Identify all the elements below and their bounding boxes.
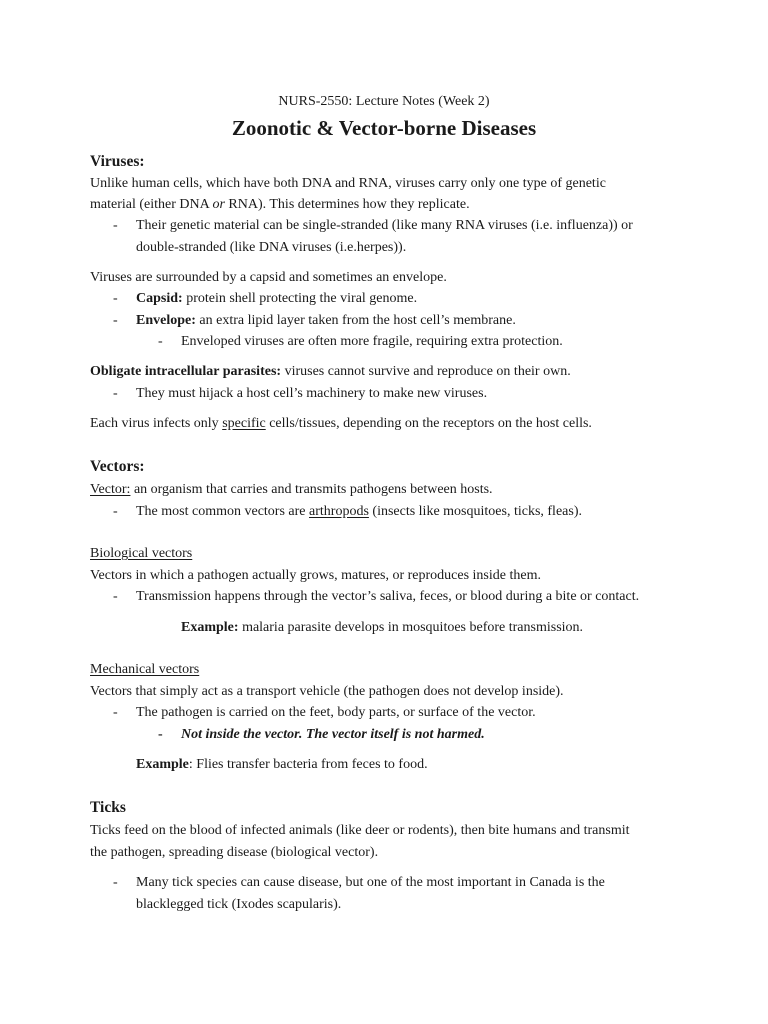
bullet-dash: - (113, 589, 118, 604)
hijack-bullet: They must hijack a host cell’s machinery to make new viruses. (136, 386, 488, 401)
genetic-material-bullet-line-2: double-stranded (like DNA viruses (i.e.herpes)). (136, 240, 407, 255)
transmission-bullet: Transmission happens through the vector’s saliva, feces, or blood during a bite or contact. (136, 589, 640, 604)
mech-example-label: Example (136, 757, 189, 772)
bullet-dash: - (113, 313, 118, 328)
viruses-intro-line-2 (90, 196, 470, 214)
genetic-material-bullet-line-1: Their genetic material can be single-stranded (like many RNA viruses (i.e. influenza)) or (136, 218, 633, 233)
envelope-bullet (136, 312, 516, 330)
vector-def-label: Vector: (90, 482, 131, 497)
bullet-dash: - (113, 705, 118, 720)
capsid-bullet (136, 290, 417, 308)
specific-text-a: Each virus infects only (90, 416, 223, 431)
bullet-dash: - (113, 218, 118, 233)
mech-example-text: : Flies transfer bacteria from feces to food. (188, 757, 428, 772)
not-harmed-sub-bullet: Not inside the vector. The vector itself is not harmed. (181, 727, 485, 742)
specific-underlined: specific (222, 416, 266, 431)
bullet-dash: - (113, 386, 118, 401)
pathogen-carried-bullet: The pathogen is carried on the feet, body parts, or surface of the vector. (136, 705, 536, 720)
capsid-intro: Viruses are surrounded by a capsid and sometimes an envelope. (90, 270, 447, 285)
common-text-a: The most common vectors are (136, 504, 310, 519)
ticks-paragraph-line-1: Ticks feed on the blood of infected animals (like deer or rodents), then bite humans and transmit (90, 823, 630, 838)
ticks-heading: Ticks (90, 799, 126, 816)
sub-bullet-dash: - (158, 727, 163, 742)
course-heading: NURS-2550: Lecture Notes (Week 2) (278, 94, 490, 109)
sub-bullet-dash: - (158, 334, 163, 349)
viruses-intro-text-b: RNA). This determines how they replicate. (224, 197, 470, 212)
biological-vectors-heading: Biological vectors (90, 546, 193, 561)
vectors-heading: Vectors: (90, 458, 145, 475)
vector-definition (90, 481, 493, 499)
page-title: Zoonotic & Vector-borne Diseases (231, 116, 537, 140)
bullet-dash: - (113, 504, 118, 519)
bullet-dash: - (113, 291, 118, 306)
biological-example (181, 619, 583, 637)
obligate-parasites-line (90, 363, 571, 381)
capsid-text: protein shell protecting the viral genome. (182, 291, 418, 306)
viruses-intro-text-a: material (either DNA (90, 197, 213, 212)
ticks-paragraph-line-2: the pathogen, spreading disease (biological vector). (90, 845, 379, 860)
mechanical-vectors-heading: Mechanical vectors (90, 662, 200, 677)
viruses-intro-line-1: Unlike human cells, which have both DNA and RNA, viruses carry only one type of genetic (90, 176, 606, 191)
biological-vectors-definition: Vectors in which a pathogen actually grows, matures, or reproduces inside them. (90, 568, 541, 583)
bullet-dash: - (113, 875, 118, 890)
tick-species-bullet-line-2: blacklegged tick (Ixodes scapularis). (136, 897, 342, 912)
specific-text-b: cells/tissues, depending on the receptors on the host cells. (265, 416, 592, 431)
envelope-text: an extra lipid layer taken from the host cell’s membrane. (195, 313, 516, 328)
envelope-label: Envelope: (136, 313, 196, 328)
mechanical-example (136, 756, 428, 774)
obligate-label: Obligate intracellular parasites: (90, 364, 282, 379)
bio-example-text: malaria parasite develops in mosquitoes before transmission. (238, 620, 584, 635)
bio-example-label: Example: (181, 620, 239, 635)
enveloped-sub-bullet: Enveloped viruses are often more fragile, requiring extra protection. (181, 334, 563, 349)
common-text-b: (insects like mosquitoes, ticks, fleas). (368, 504, 582, 519)
specific-cells-line (90, 415, 592, 433)
capsid-label: Capsid: (136, 291, 183, 306)
tick-species-bullet-line-1: Many tick species can cause disease, but one of the most important in Canada is the (136, 875, 605, 890)
vector-def-text: an organism that carries and transmits pathogens between hosts. (130, 482, 493, 497)
obligate-text: viruses cannot survive and reproduce on their own. (281, 364, 571, 379)
viruses-intro-or: or (212, 197, 225, 212)
arthropods-underlined: arthropods (309, 504, 369, 519)
mechanical-vectors-definition: Vectors that simply act as a transport vehicle (the pathogen does not develop inside). (90, 684, 564, 699)
viruses-heading: Viruses: (90, 153, 145, 170)
common-vectors-bullet (136, 503, 582, 521)
